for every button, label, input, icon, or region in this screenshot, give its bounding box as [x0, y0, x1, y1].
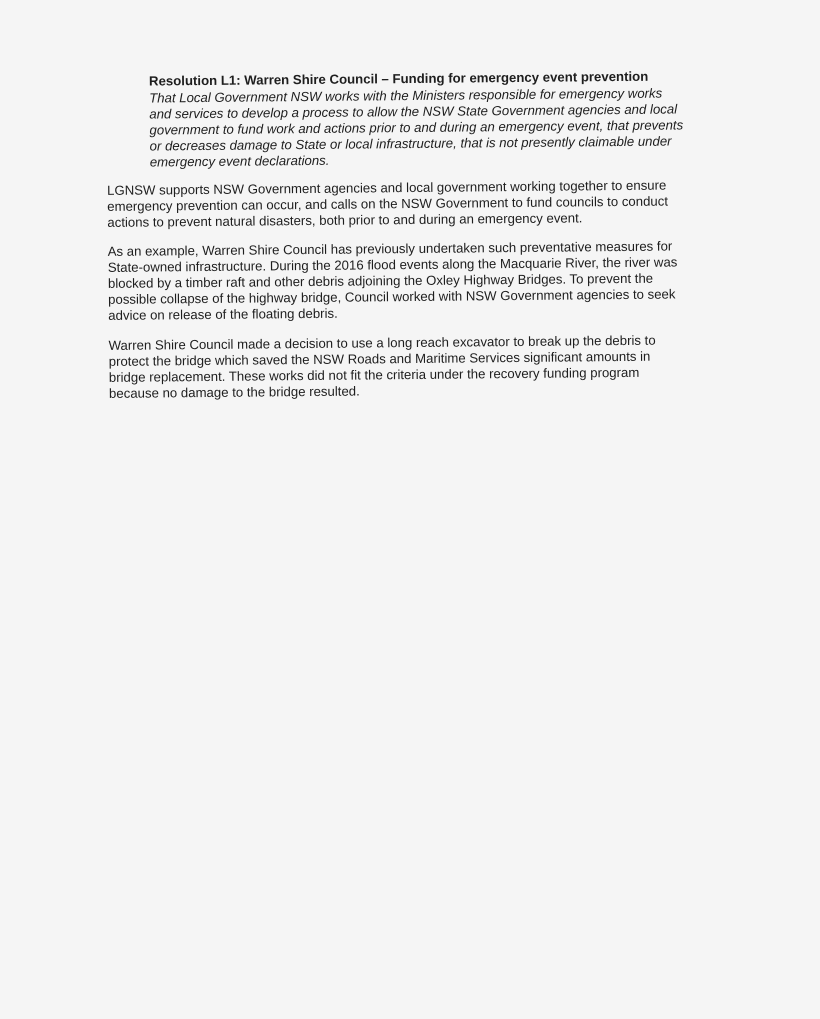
paragraph-line: As an example, Warren Shire Council has previously undertaken such preventative measures for	[107, 238, 673, 259]
resolution-block	[0, 0, 819, 170]
paragraph-line: Warren Shire Council made a decision to use a long reach excavator to break up the debris to	[108, 332, 656, 353]
paragraph-line: possible collapse of the highway bridge, Council worked with NSW Government agencies to seek	[108, 286, 676, 307]
paragraph-line: because no damage to the bridge resulted.	[108, 383, 360, 401]
paragraph-line: LGNSW supports NSW Government agencies and local government working together to ensure	[106, 177, 667, 198]
paragraph-line: emergency prevention can occur, and calls on the NSW Government to fund councils to conduct	[107, 193, 669, 214]
resolution-text-line: or decreases damage to State or local infrastructure, that is not presently claimable under	[149, 133, 672, 154]
paragraph-line: protect the bridge which saved the NSW Roads and Maritime Services significant amounts in	[108, 348, 651, 369]
resolution-text-line: emergency event declarations.	[149, 152, 330, 170]
paragraph-line: actions to prevent natural disasters, both prior to and during an emergency event.	[107, 210, 583, 230]
paragraph-line: blocked by a timber raft and other debris adjoining the Oxley Highway Bridges. To prevent the	[107, 270, 654, 291]
paragraph-line: advice on release of the floating debris.	[108, 305, 338, 323]
resolution-text-line: government to fund work and actions prior to and during an emergency event, that prevents	[149, 117, 684, 138]
paragraph-line: bridge replacement. These works did not fit the criteria under the recovery funding program	[108, 364, 640, 385]
resolution-heading: Resolution L1: Warren Shire Council – Funding for emergency event prevention	[148, 68, 649, 89]
paragraph-line: State-owned infrastructure. During the 2016 flood events along the Macquarie River, the river was	[107, 254, 678, 275]
resolution-text-line: That Local Government NSW works with the Ministers responsible for emergency works	[149, 85, 663, 106]
resolution-text-line: and services to develop a process to allow the NSW State Government agencies and local	[149, 101, 678, 122]
